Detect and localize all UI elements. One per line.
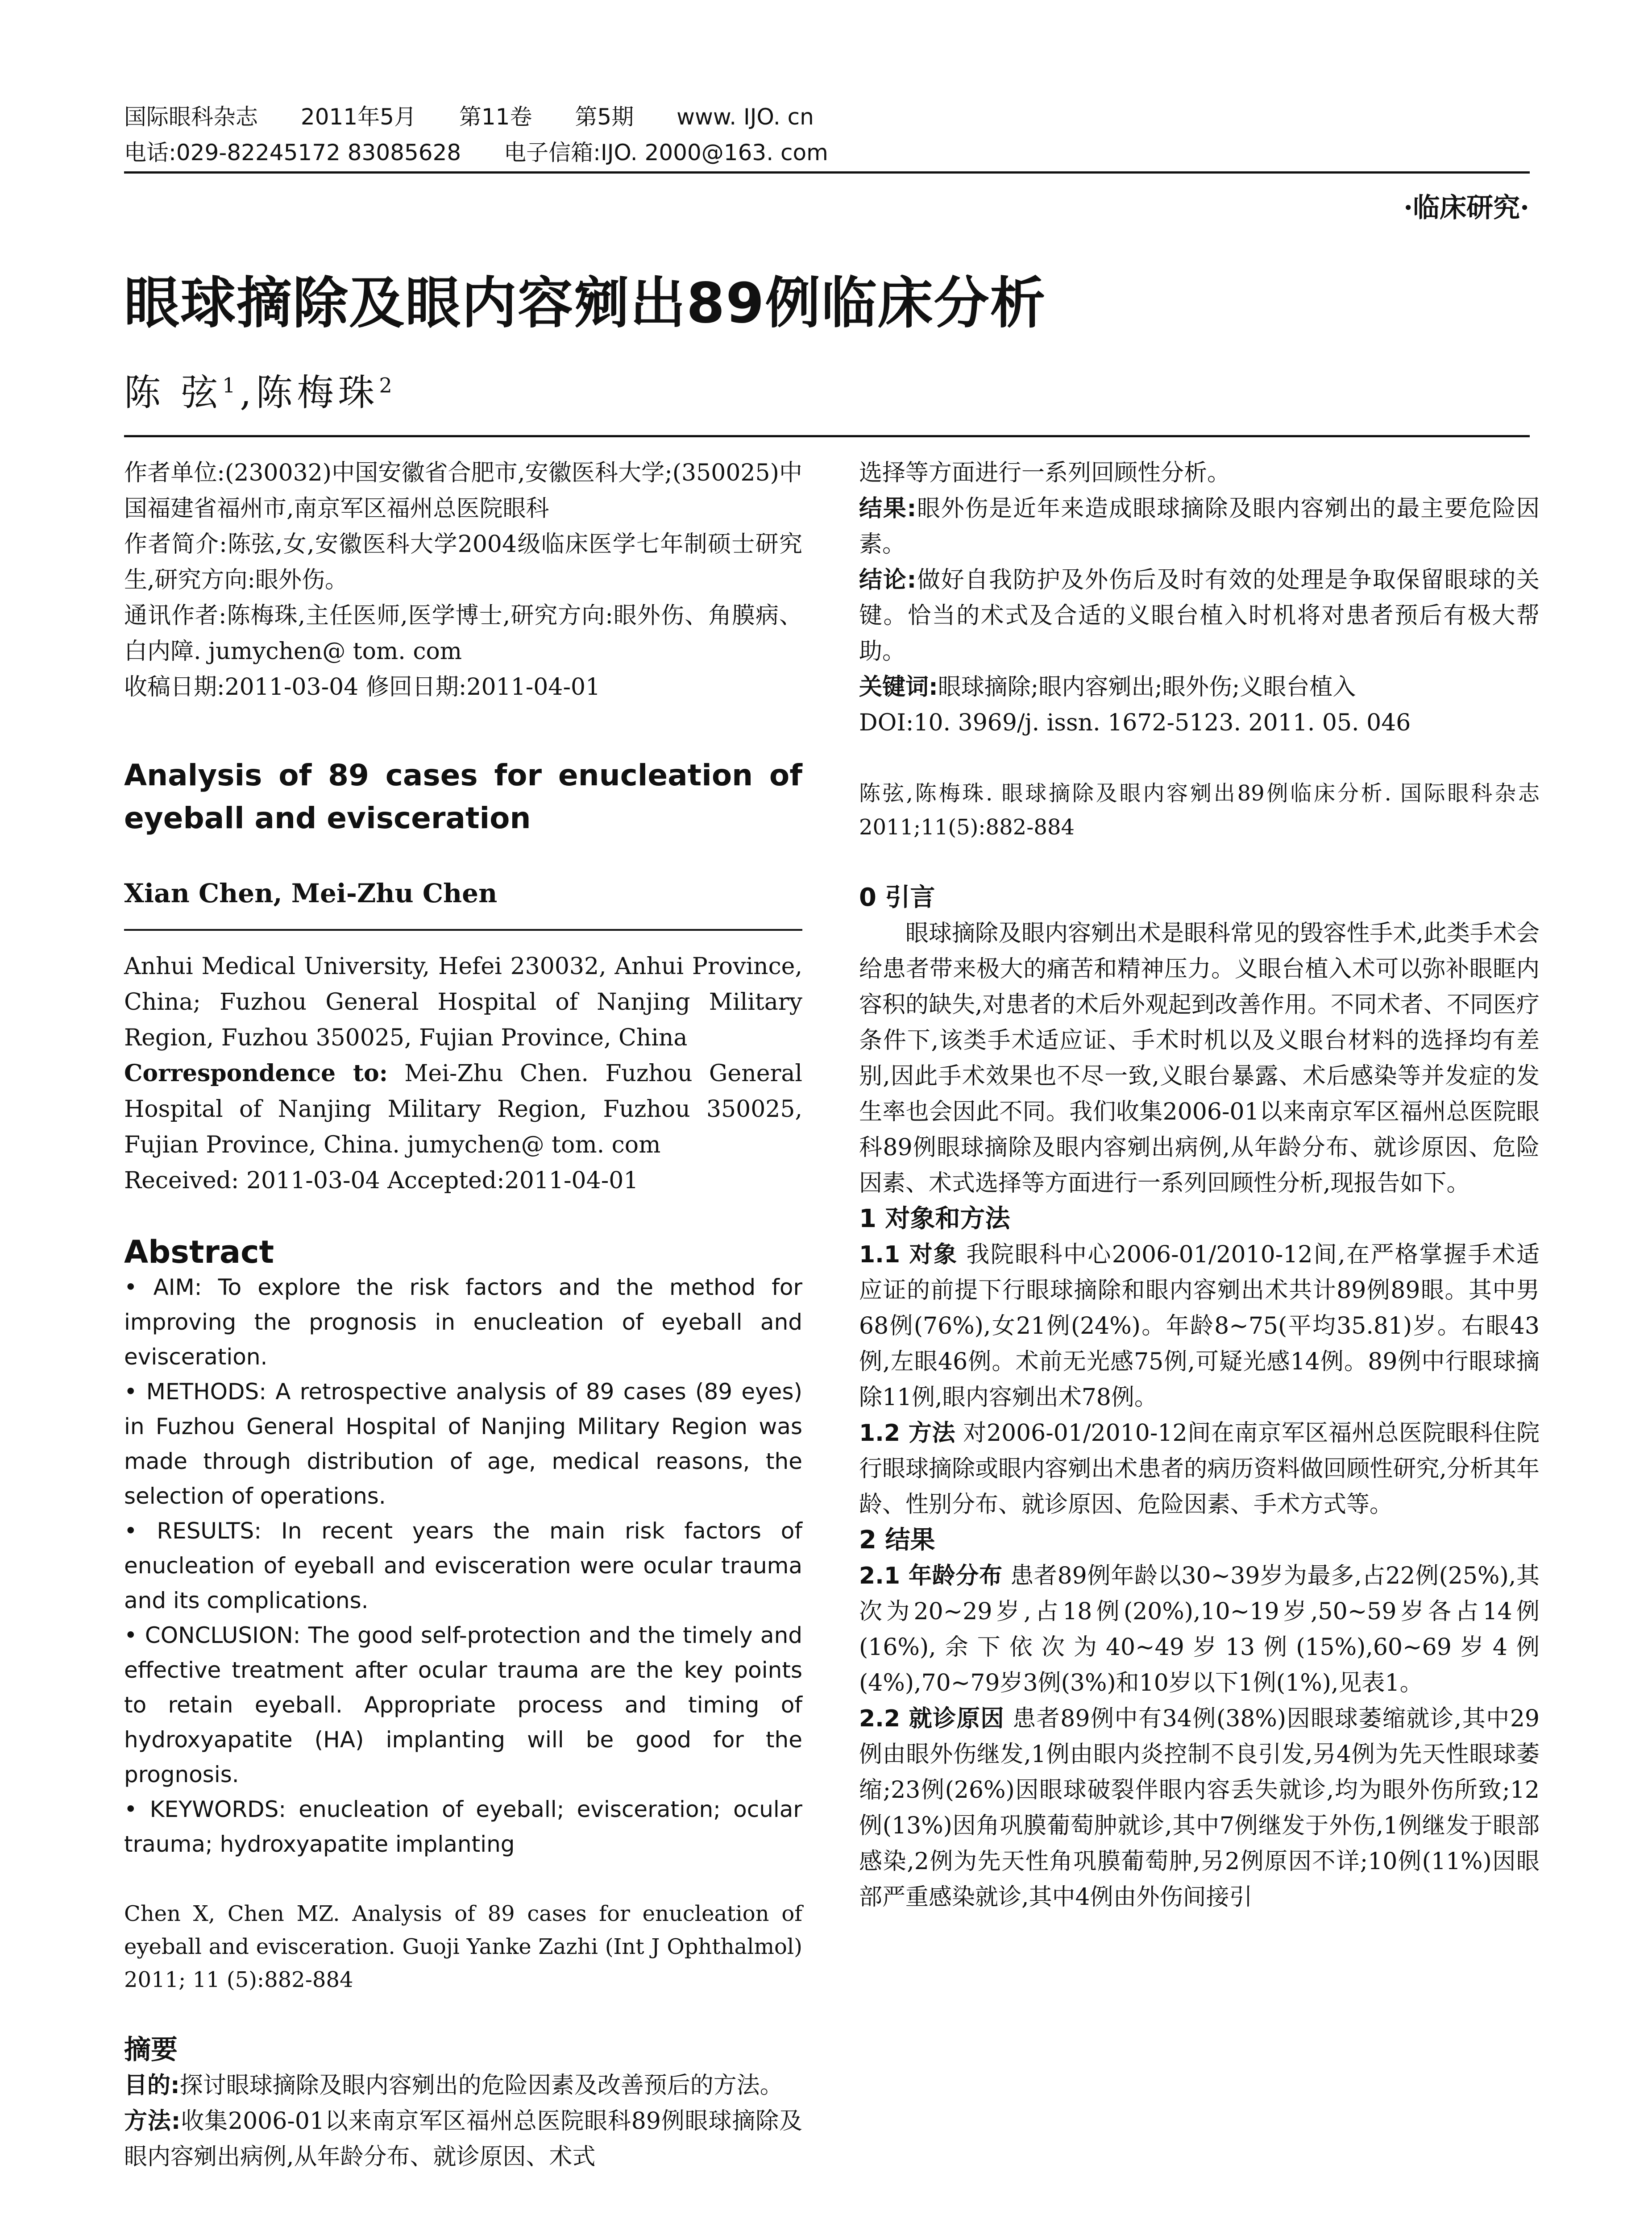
methods-text: 收集2006-01以来南京军区福州总医院眼科89例眼球摘除及眼内容剜出病例,从年龄分布、就诊原因、术式 bbox=[124, 2108, 803, 2170]
doi: DOI:10. 3969/j. issn. 1672-5123. 2011. 05. 046 bbox=[859, 709, 1411, 736]
section-1-1-label: 1.1 对象 bbox=[859, 1241, 958, 1268]
author-2: 陈梅珠 bbox=[256, 372, 379, 414]
section-2-2 bbox=[859, 1701, 1540, 1915]
header-rule bbox=[124, 171, 1530, 174]
section-1-2-label: 1.2 方法 bbox=[859, 1420, 956, 1447]
volume: 第11卷 bbox=[459, 104, 532, 130]
chinese-keywords bbox=[859, 669, 1540, 705]
keywords-text: 眼球摘除;眼内容剜出;眼外伤;义眼台植入 bbox=[938, 674, 1356, 701]
methods-continued: 选择等方面进行一系列回顾性分析。 bbox=[859, 460, 1231, 486]
chinese-citation: 陈弦,陈梅珠. 眼球摘除及眼内容剜出89例临床分析. 国际眼科杂志 2011;11(5):882-884 bbox=[859, 781, 1540, 840]
section-tag: ·临床研究· bbox=[1403, 192, 1529, 224]
conclusion-text: 做好自我防护及外伤后及时有效的处理是争取保留眼球的关键。恰当的术式及合适的义眼台植入时机将对患者预后有极大帮助。 bbox=[859, 567, 1540, 665]
article-title: 眼球摘除及眼内容剜出89例临床分析 bbox=[124, 271, 1046, 336]
phone: 电话:029-82245172 83085628 bbox=[124, 140, 461, 166]
section-2-1-text: 患者89例年龄以30~39岁为最多,占22例(25%),其次为20~29岁,占18例(20%),10~19岁,50~59岁各占14例(16%),余下依次为40~49岁13例(15%),60~69岁4例(4%),70~79岁3例(3%)和10岁以下1例(1%),见表1。 bbox=[859, 1563, 1540, 1696]
english-correspondence bbox=[124, 1056, 802, 1163]
section-1-2-text: 对2006-01/2010-12间在南京军区福州总医院眼科住院行眼球摘除或眼内容剜出术患者的病历资料做回顾性研究,分析其年龄、性别分布、就诊原因、危险因素、手术方式等。 bbox=[859, 1420, 1540, 1518]
methods-label: 方法: bbox=[124, 2108, 181, 2135]
results-text: 眼外伤是近年来造成眼球摘除及眼内容剜出的最主要危险因素。 bbox=[859, 495, 1540, 558]
chinese-aim bbox=[124, 2068, 802, 2103]
aim-label: 目的: bbox=[124, 2072, 180, 2099]
journal-name: 国际眼科杂志 bbox=[124, 104, 258, 130]
journal-header bbox=[124, 99, 1530, 170]
author-2-mark: 2 bbox=[379, 373, 397, 398]
section-0-heading: 0 引言 bbox=[859, 883, 935, 912]
chinese-conclusion bbox=[859, 562, 1540, 669]
abstract-aim: • AIM: To explore the risk factors and the method for improving the prognosis in enucleation of eyeball and evisceration. bbox=[124, 1274, 802, 1370]
affiliation: 作者单位:(230032)中国安徽省合肥市,安徽医科大学;(350025)中国福建省福州市,南京军区福州总医院眼科 bbox=[124, 460, 802, 522]
section-2-1 bbox=[859, 1558, 1540, 1701]
email: 电子信箱:IJO. 2000@163. com bbox=[504, 140, 828, 166]
section-1-1 bbox=[859, 1237, 1540, 1415]
section-2-heading: 2 结果 bbox=[859, 1526, 935, 1555]
chinese-results bbox=[859, 491, 1540, 562]
corresponding-author: 通讯作者:陈梅珠,主任医师,医学博士,研究方向:眼外伤、角膜病、白内障. jumychen@ tom. com bbox=[124, 602, 802, 665]
english-affiliation: Anhui Medical University, Hefei 230032, Anhui Province, China; Fuzhou General Hospital of Nanjing Military Region, Fuzhou 350025, Fujian Province, China bbox=[124, 953, 802, 1051]
author-1: 陈 弦 bbox=[124, 372, 223, 414]
section-2-2-text: 患者89例中有34例(38%)因眼球萎缩就诊,其中29例由眼外伤继发,1例由眼内炎控制不良引发,另4例为先天性眼球萎缩;23例(26%)因眼球破裂伴眼内容丢失就诊,均为眼外伤所致;12例(13%)因角巩膜葡萄肿就诊,其中7例继发于外伤,1例继发于眼部感染,2例为先天性角巩膜葡萄肿,另2例原因不详;10例(11%)因眼部严重感染就诊,其中4例由外伤间接引 bbox=[859, 1705, 1540, 1911]
aim-text: 探讨眼球摘除及眼内容剜出的危险因素及改善预后的方法。 bbox=[179, 2072, 783, 2099]
chinese-abstract-heading: 摘要 bbox=[124, 2034, 178, 2065]
keywords-label: 关键词: bbox=[859, 674, 938, 701]
section-2-2-label: 2.2 就诊原因 bbox=[859, 1705, 1005, 1732]
english-authors-rule bbox=[124, 929, 802, 931]
section-1-1-text: 我院眼科中心2006-01/2010-12间,在严格掌握手术适应证的前提下行眼球摘除和眼内容剜出术共计89例89眼。其中男68例(76%),女21例(24%)。年龄8~75(平均35.81)岁。右眼43例,左眼46例。术前无光感75例,可疑光感14例。89例中行眼球摘除11例,眼内容剜出术78例。 bbox=[859, 1241, 1540, 1411]
english-citation: Chen X, Chen MZ. Analysis of 89 cases for enucleation of eyeball and evisceration. Guoji Yanke Zazhi (Int J Ophthalmol) 2011; 11 (5):882-884 bbox=[124, 1901, 802, 1992]
english-title: Analysis of 89 cases for enucleation of eyeball and evisceration bbox=[124, 758, 802, 835]
author-1-mark: 1 bbox=[222, 373, 240, 398]
author-separator: , bbox=[240, 372, 256, 414]
issue: 第5期 bbox=[575, 104, 634, 130]
received-dates: 收稿日期:2011-03-04 修回日期:2011-04-01 bbox=[124, 674, 601, 701]
correspondence-label: Correspondence to: bbox=[124, 1060, 388, 1087]
author-list bbox=[124, 364, 397, 416]
author-bio: 作者简介:陈弦,女,安徽医科大学2004级临床医学七年制硕士研究生,研究方向:眼外伤。 bbox=[124, 531, 802, 593]
abstract-heading: Abstract bbox=[124, 1234, 274, 1270]
english-dates: Received: 2011-03-04 Accepted:2011-04-01 bbox=[124, 1167, 639, 1194]
website: www. IJO. cn bbox=[677, 104, 814, 130]
abstract-methods: • METHODS: A retrospective analysis of 89 cases (89 eyes) in Fuzhou General Hospital of Nanjing Military Region was made through distribution of age, medical reasons, the selection of operations. bbox=[124, 1379, 802, 1509]
section-1-2 bbox=[859, 1415, 1540, 1522]
right-column bbox=[859, 455, 1540, 1915]
abstract-conclusion: • CONCLUSION: The good self-protection and the timely and effective treatment after ocular trauma are the key points to retain eyeball. Appropriate process and timing of hydroxyapatite (HA) implanting will be good for the prognosis. bbox=[124, 1622, 802, 1787]
results-label: 结果: bbox=[859, 495, 917, 522]
section-1-heading: 1 对象和方法 bbox=[859, 1204, 1010, 1233]
intro-paragraph: 眼球摘除及眼内容剜出术是眼科常见的毁容性手术,此类手术会给患者带来极大的痛苦和精神压力。义眼台植入术可以弥补眼眶内容积的缺失,对患者的术后外观起到改善作用。不同术者、不同医疗条件下,该类手术适应证、手术时机以及义眼台材料的选择均有差别,因此手术效果也不尽一致,义眼台暴露、术后感染等并发症的发生率也会因此不同。我们收集2006-01以来南京军区福州总医院眼科89例眼球摘除及眼内容剜出病例,从年龄分布、就诊原因、危险因素、术式选择等方面进行一系列回顾性分析,现报告如下。 bbox=[859, 920, 1540, 1197]
chinese-methods bbox=[124, 2103, 802, 2175]
abstract-keywords: • KEYWORDS: enucleation of eyeball; evisceration; ocular trauma; hydroxyapatite implanting bbox=[124, 1796, 802, 1857]
issue-date: 2011年5月 bbox=[300, 104, 416, 130]
title-rule bbox=[124, 435, 1530, 437]
correspondence-text: Mei-Zhu Chen. Fuzhou General Hospital of Nanjing Military Region, Fuzhou 350025, Fujian Province, China. jumychen@ tom. com bbox=[124, 1060, 802, 1158]
english-authors: Xian Chen, Mei-Zhu Chen bbox=[124, 878, 498, 908]
left-column bbox=[124, 455, 802, 2175]
abstract-results: • RESULTS: In recent years the main risk factors of enucleation of eyeball and evisceration were ocular trauma and its complications. bbox=[124, 1518, 802, 1613]
conclusion-label: 结论: bbox=[859, 567, 917, 593]
section-2-1-label: 2.1 年龄分布 bbox=[859, 1563, 1003, 1589]
